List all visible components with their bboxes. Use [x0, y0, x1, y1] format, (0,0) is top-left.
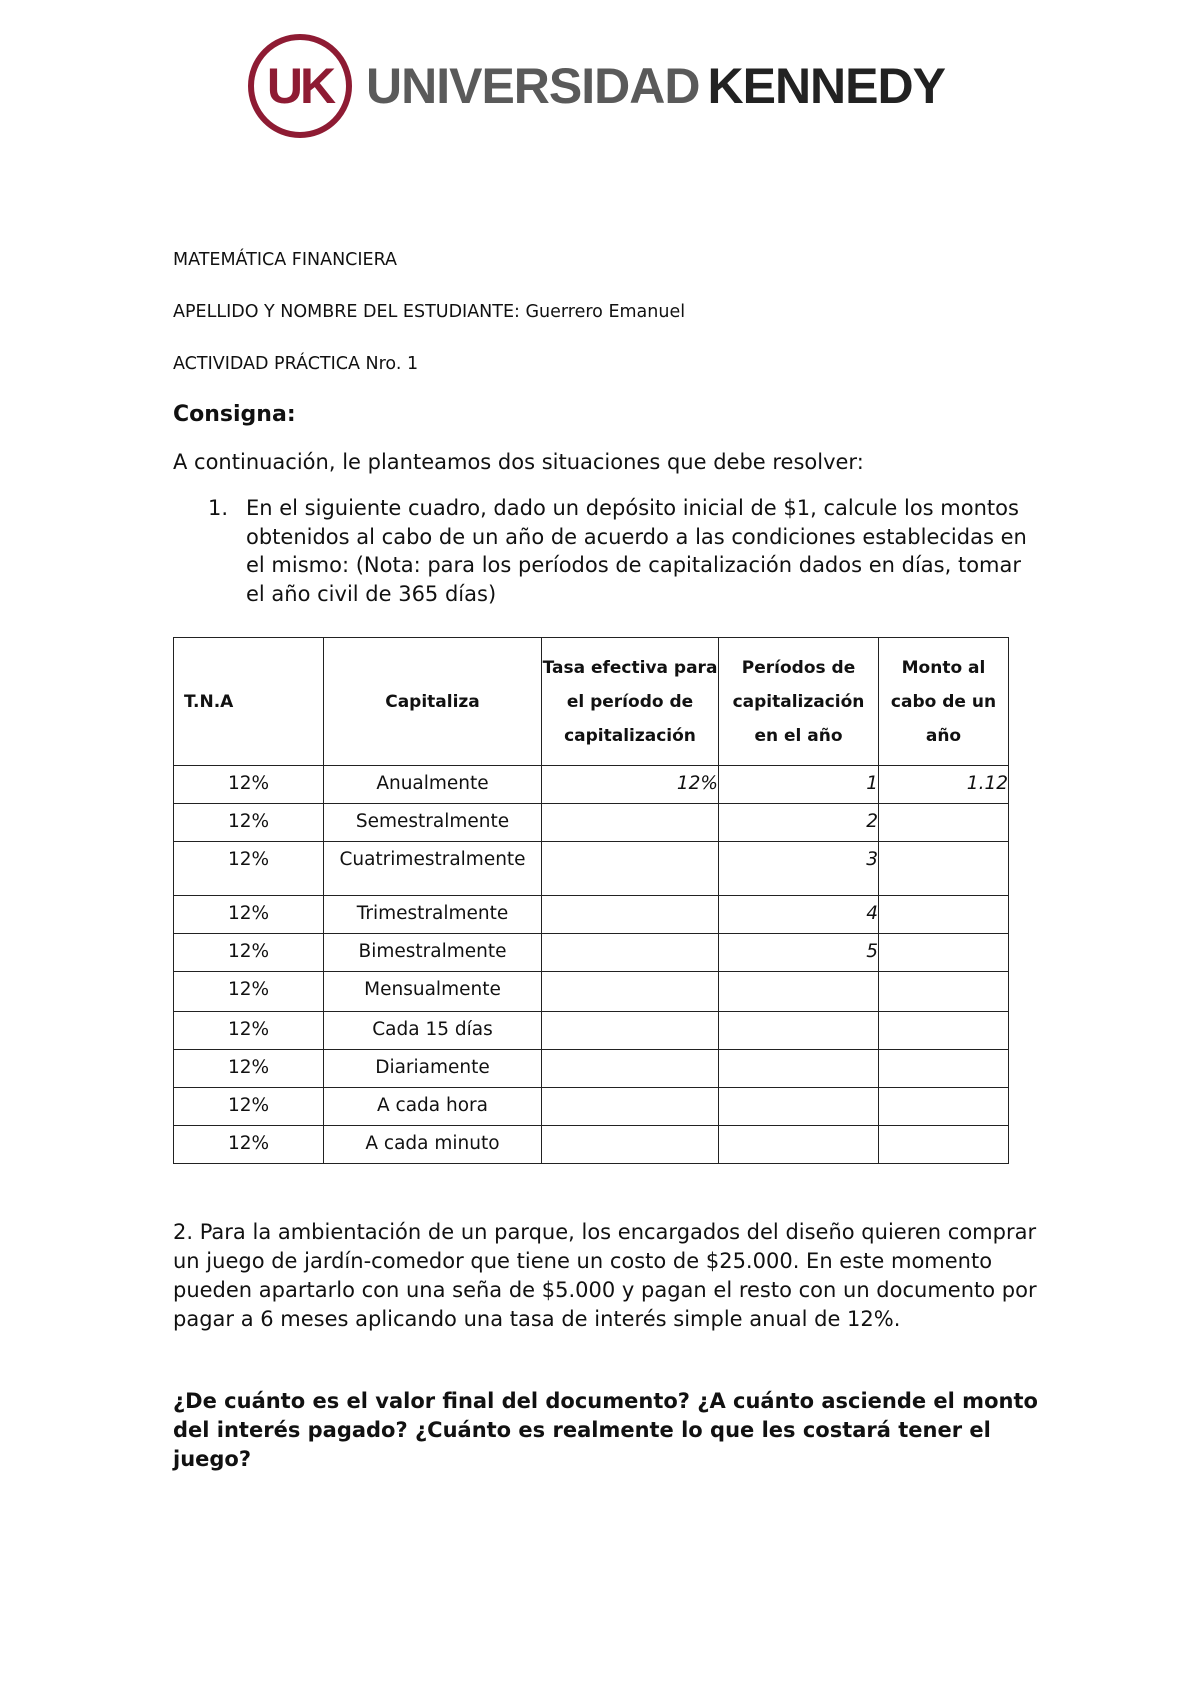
- cell-tasa: [542, 1050, 719, 1088]
- cell-tna: 12%: [174, 896, 324, 934]
- cell-tna: 12%: [174, 1050, 324, 1088]
- cell-tasa: [542, 972, 719, 1012]
- item-1-number: 1.: [208, 496, 229, 520]
- table-row: [174, 842, 1009, 896]
- cell-capitaliza: Semestralmente: [324, 804, 542, 842]
- cell-periodos: [719, 1050, 879, 1088]
- cell-periodos: 3: [719, 842, 879, 896]
- cell-capitaliza: A cada minuto: [324, 1126, 542, 1164]
- table-row: [174, 1126, 1009, 1164]
- cell-capitaliza: Anualmente: [324, 766, 542, 804]
- cell-monto: [879, 804, 1009, 842]
- consigna-intro: A continuación, le planteamos dos situaciones que debe resolver:: [173, 450, 864, 474]
- table-row: [174, 972, 1009, 1012]
- cell-monto: [879, 842, 1009, 896]
- cell-monto: [879, 1088, 1009, 1126]
- cell-capitaliza: Trimestralmente: [324, 896, 542, 934]
- cell-capitaliza: Cada 15 días: [324, 1012, 542, 1050]
- table-row: [174, 1088, 1009, 1126]
- consigna-heading: Consigna:: [173, 402, 296, 427]
- cell-tna: 12%: [174, 972, 324, 1012]
- cell-capitaliza: Cuatrimestralmente: [324, 842, 542, 896]
- subject-title: MATEMÁTICA FINANCIERA: [173, 250, 398, 270]
- cell-tna: 12%: [174, 934, 324, 972]
- cell-monto: [879, 934, 1009, 972]
- cell-tasa: [542, 804, 719, 842]
- cell-periodos: 1: [719, 766, 879, 804]
- item-1-text: En el siguiente cuadro, dado un depósito inicial de $1, calcule los montos obtenidos al cabo de un año de acuerdo a las condiciones establecidas en el mismo: (Nota: para los períodos de capitalización dados en días, tomar el año civil de 365 días): [246, 496, 1027, 606]
- item-2-questions: ¿De cuánto es el valor final del documento? ¿A cuánto asciende el monto del interés pagado? ¿Cuánto es realmente lo que les costará tener el juego?: [173, 1389, 1038, 1471]
- cell-periodos: 2: [719, 804, 879, 842]
- student-label: APELLIDO Y NOMBRE DEL ESTUDIANTE:: [173, 302, 526, 322]
- cell-monto: 1.12: [879, 766, 1009, 804]
- student-name: Guerrero Emanuel: [525, 302, 686, 322]
- cell-tna: 12%: [174, 842, 324, 896]
- cell-tasa: [542, 842, 719, 896]
- cell-tasa: [542, 1126, 719, 1164]
- table-row: [174, 1012, 1009, 1050]
- cell-periodos: [719, 1126, 879, 1164]
- cell-monto: [879, 1050, 1009, 1088]
- cell-periodos: [719, 1088, 879, 1126]
- university-name-part1: UNIVERSIDAD: [366, 58, 700, 114]
- cell-tna: 12%: [174, 1088, 324, 1126]
- cell-tasa: 12%: [542, 766, 719, 804]
- activity-label: ACTIVIDAD PRÁCTICA Nro.: [173, 354, 407, 374]
- cell-monto: [879, 1012, 1009, 1050]
- cell-periodos: 5: [719, 934, 879, 972]
- header-periodos: Períodos de capitalización en el año: [719, 638, 879, 766]
- cell-tna: 12%: [174, 1126, 324, 1164]
- activity-number: 1: [406, 354, 419, 374]
- student-line: [173, 302, 685, 322]
- header-tasa-efectiva: Tasa efectiva para el período de capitalización: [542, 638, 719, 766]
- cell-tasa: [542, 1088, 719, 1126]
- cell-tna: 12%: [174, 766, 324, 804]
- cell-capitaliza: Mensualmente: [324, 972, 542, 1012]
- cell-capitaliza: Diariamente: [324, 1050, 542, 1088]
- university-name: [366, 57, 945, 115]
- table-header-row: [174, 638, 1009, 766]
- cell-capitaliza: A cada hora: [324, 1088, 542, 1126]
- header-capitaliza: Capitaliza: [324, 638, 542, 766]
- cell-monto: [879, 896, 1009, 934]
- cell-monto: [879, 972, 1009, 1012]
- table-row: [174, 766, 1009, 804]
- cell-tna: 12%: [174, 804, 324, 842]
- table-row: [174, 1050, 1009, 1088]
- cell-periodos: [719, 972, 879, 1012]
- cell-tasa: [542, 896, 719, 934]
- cell-capitaliza: Bimestralmente: [324, 934, 542, 972]
- uk-logo-mark: UK: [248, 34, 352, 138]
- table-row: [174, 804, 1009, 842]
- cell-tna: 12%: [174, 1012, 324, 1050]
- cell-monto: [879, 1126, 1009, 1164]
- cell-periodos: [719, 1012, 879, 1050]
- activity-line: [173, 354, 418, 374]
- header-tna: T.N.A: [174, 638, 324, 766]
- cell-periodos: 4: [719, 896, 879, 934]
- item-2-text: 2. Para la ambientación de un parque, los encargados del diseño quieren comprar un juego de jardín-comedor que tiene un costo de $25.000. En este momento pueden apartarlo con una seña de $5.000 y pagan el resto con un documento por pagar a 6 meses aplicando una tasa de interés simple anual de 12%.: [173, 1220, 1037, 1331]
- table-row: [174, 896, 1009, 934]
- cell-tasa: [542, 934, 719, 972]
- table-row: [174, 934, 1009, 972]
- cell-tasa: [542, 1012, 719, 1050]
- university-logo: [248, 26, 945, 146]
- university-name-part2: KENNEDY: [707, 58, 945, 114]
- header-monto: Monto al cabo de un año: [879, 638, 1009, 766]
- capitalization-table: [173, 637, 1009, 1164]
